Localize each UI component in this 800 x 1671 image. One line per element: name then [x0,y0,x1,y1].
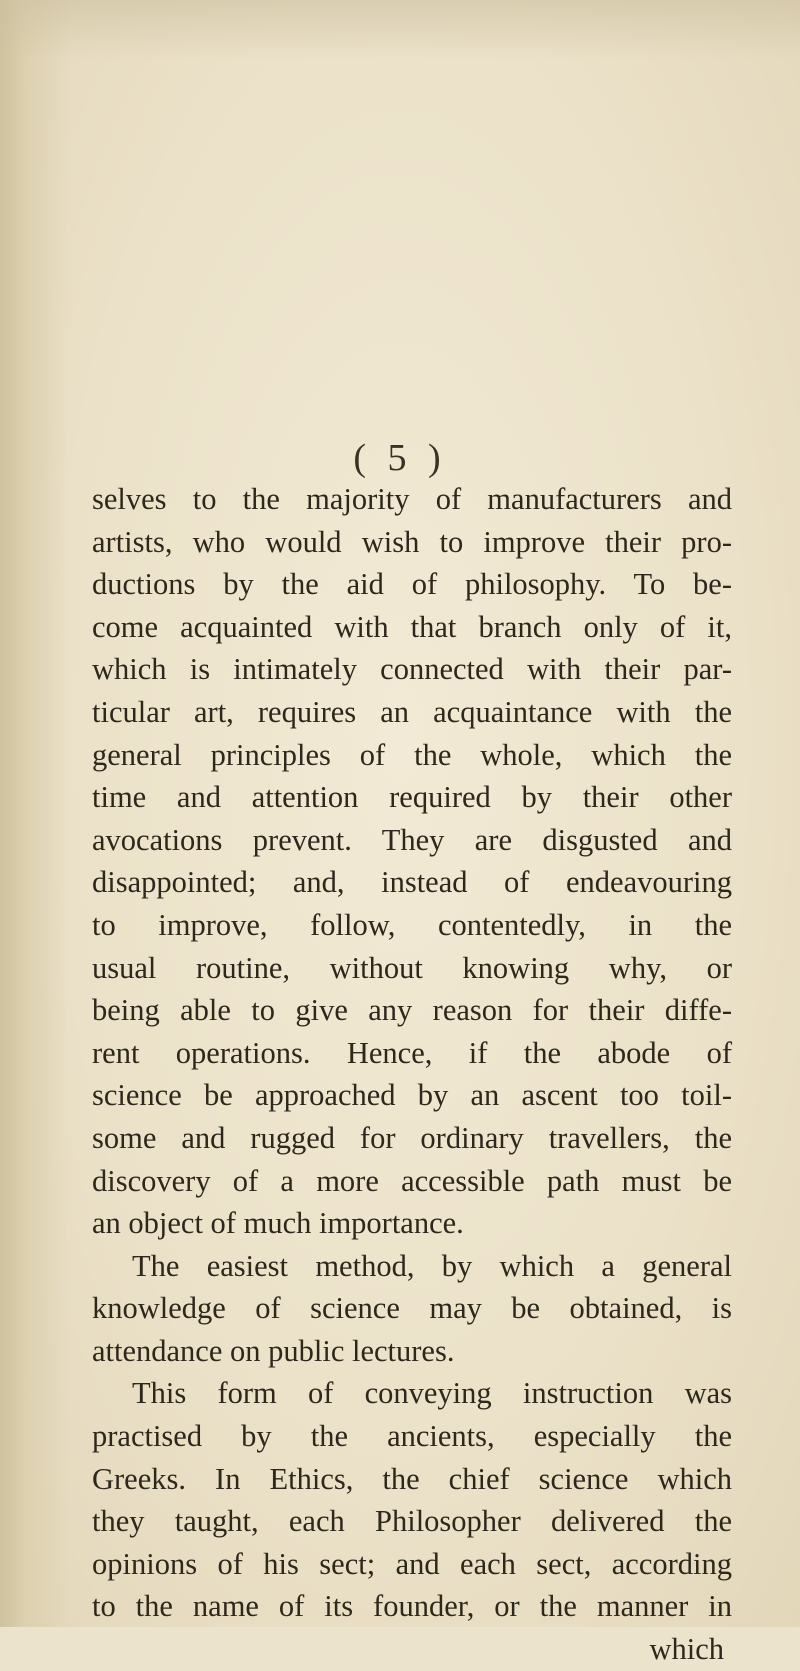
text-line: opinions of his sect; and each sect, according [92,1546,732,1581]
page-gutter-shadow [0,0,70,1627]
text-line: ticular art, requires an acquaintance with the [92,694,732,729]
text-line: an object of much importance. [92,1206,464,1241]
text-line: avocations prevent. They are disgusted and [92,822,732,857]
text-line: artists, who would wish to improve their pro- [92,524,732,559]
text-line: science be approached by an ascent too toil- [92,1078,732,1113]
text-line: rent operations. Hence, if the abode of [92,1035,732,1070]
text-line: practised by the ancients, especially the [92,1419,732,1454]
page-number-header: ( 5 ) [353,437,447,479]
catchword: which [649,1632,724,1667]
body-text [92,478,732,1671]
text-line: some and rugged for ordinary travellers, the [92,1120,732,1155]
text-line: knowledge of science may be obtained, is [92,1291,732,1326]
text-line: being able to give any reason for their diffe- [92,993,732,1028]
text-line: attendance on public lectures. [92,1333,455,1368]
text-line: to the name of its founder, or the manner in [92,1589,732,1624]
text-line: general principles of the whole, which the [92,737,732,772]
text-line: which is intimately connected with their par- [92,652,732,687]
text-line: The easiest method, by which a general [132,1248,732,1283]
page-top-shadow [0,0,800,60]
text-line: they taught, each Philosopher delivered the [92,1504,732,1539]
text-line: disappointed; and, instead of endeavouring [92,865,732,900]
text-line: usual routine, without knowing why, or [92,950,732,985]
text-line: Greeks. In Ethics, the chief science which [92,1461,732,1496]
text-line: selves to the majority of manufacturers and [92,482,732,516]
text-line: come acquainted with that branch only of it, [92,609,732,644]
text-line: time and attention required by their other [92,780,732,815]
text-line: This form of conveying instruction was [132,1376,732,1411]
text-line: ductions by the aid of philosophy. To be- [92,567,732,602]
text-line: to improve, follow, contentedly, in the [92,907,732,942]
text-line: discovery of a more accessible path must be [92,1163,732,1198]
